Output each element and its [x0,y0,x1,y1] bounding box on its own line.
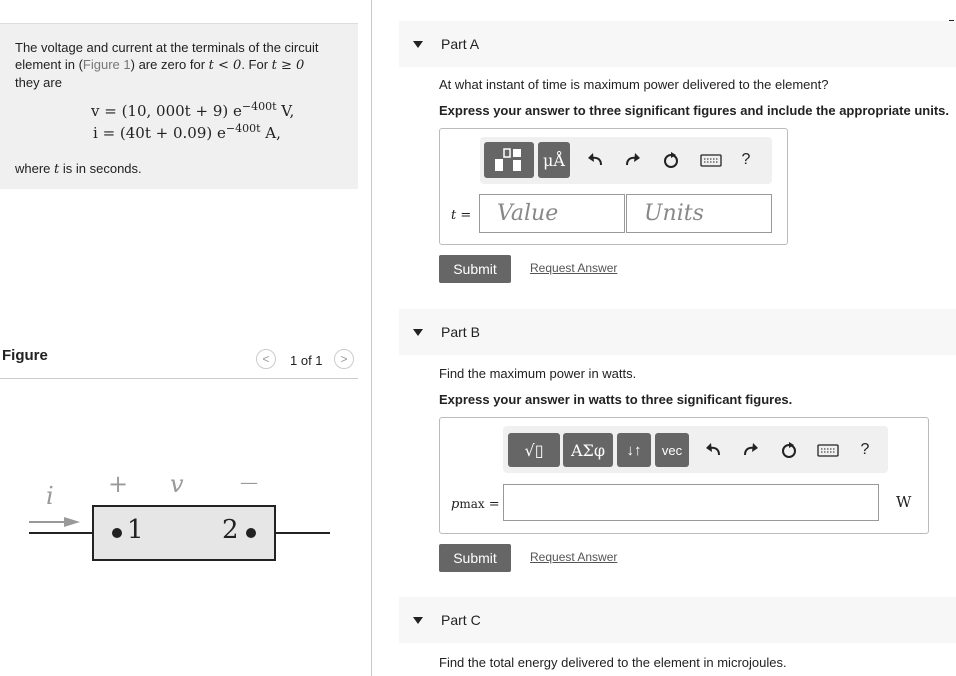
undo-icon[interactable] [702,439,724,461]
units-placeholder: Units [644,201,704,226]
figure-next-button[interactable] [334,349,354,369]
part-c-question: Find the total energy delivered to the element in microjoules. [439,655,787,670]
part-b-header[interactable] [399,309,956,355]
figure-heading: Figure [2,347,48,364]
part-a-title: Part A [441,36,480,52]
part-b-request-answer-link[interactable]: Request Answer [530,550,618,564]
panel-divider[interactable] [371,0,372,676]
minus-label: — [240,472,258,493]
voltage-equation: v = (10, 000t + 9) $e^{-400t}$ V, [91,100,295,120]
units-input[interactable] [626,194,772,233]
collapse-triangle-icon [413,617,423,624]
redo-icon[interactable] [740,439,762,461]
collapse-triangle-icon [413,329,423,336]
redo-icon[interactable] [622,149,644,171]
part-b-toolbar [503,426,888,473]
greek-symbols-button[interactable]: ΑΣφ [563,433,613,467]
watts-unit: W [896,493,912,511]
part-a-header[interactable] [399,21,956,67]
units-button[interactable]: μÅ [538,142,570,178]
current-equation: i = (40t + 0.09) $e^{-400t}$ A, [93,122,281,142]
terminal-1-dot [112,528,122,538]
part-a-submit-button[interactable]: Submit [439,255,511,283]
chevron-right-icon: > [340,352,348,366]
part-b-instruction: Express your answer in watts to three significant figures. [439,392,793,407]
where-text: where t is in seconds. [15,161,142,177]
part-b-title: Part B [441,324,480,340]
part-b-question: Find the maximum power in watts. [439,366,637,381]
math-templates-button[interactable]: √▯ [508,433,560,467]
chevron-left-icon: < [262,352,270,366]
part-a-question: At what instant of time is maximum power delivered to the element? [439,77,829,92]
voltage-label: v [170,470,184,498]
part-a-request-answer-link[interactable]: Request Answer [530,261,618,275]
subscript-superscript-button[interactable]: ↓↑ [617,433,651,467]
part-a-instruction: Express your answer to three significant figures and include the appropriate units. [439,103,949,118]
figure-pager: 1 of 1 [290,353,323,368]
plus-label: + [108,470,129,498]
problem-statement [0,23,358,189]
help-icon[interactable]: ? [741,151,751,168]
templates-button[interactable] [484,142,534,178]
templates-icon [491,147,527,173]
keyboard-icon[interactable] [815,439,841,461]
part-a-toolbar [480,137,772,184]
reset-icon[interactable] [660,149,682,171]
part-b-answer-box [439,417,929,534]
t-label: t = [451,208,472,223]
help-icon[interactable]: ? [860,441,870,458]
pmax-label: pmax = [451,497,500,512]
figure-divider [0,378,358,379]
pmax-input[interactable] [503,484,879,521]
part-b-submit-button[interactable]: Submit [439,544,511,572]
keyboard-icon[interactable] [698,149,724,171]
problem-text: The voltage and current at the terminals of the circuit element in (Figure 1) are zero for t < 0. For t ≥ 0 they are [15,40,319,90]
current-arrow-icon [64,517,80,527]
terminal-2-label: 2 [222,515,239,545]
reset-icon[interactable] [778,439,800,461]
terminal-2-dot [246,528,256,538]
part-c-header[interactable] [399,597,956,643]
part-a-answer-box [439,128,788,245]
value-placeholder: Value [497,201,559,226]
vector-button[interactable]: vec [655,433,689,467]
part-c-title: Part C [441,612,481,628]
terminal-1-label: 1 [127,515,144,545]
undo-icon[interactable] [584,149,606,171]
collapse-triangle-icon [413,41,423,48]
figure-prev-button[interactable] [256,349,276,369]
current-label: i [46,482,54,510]
figure-link[interactable]: Figure 1 [82,57,131,72]
value-input[interactable] [479,194,625,233]
